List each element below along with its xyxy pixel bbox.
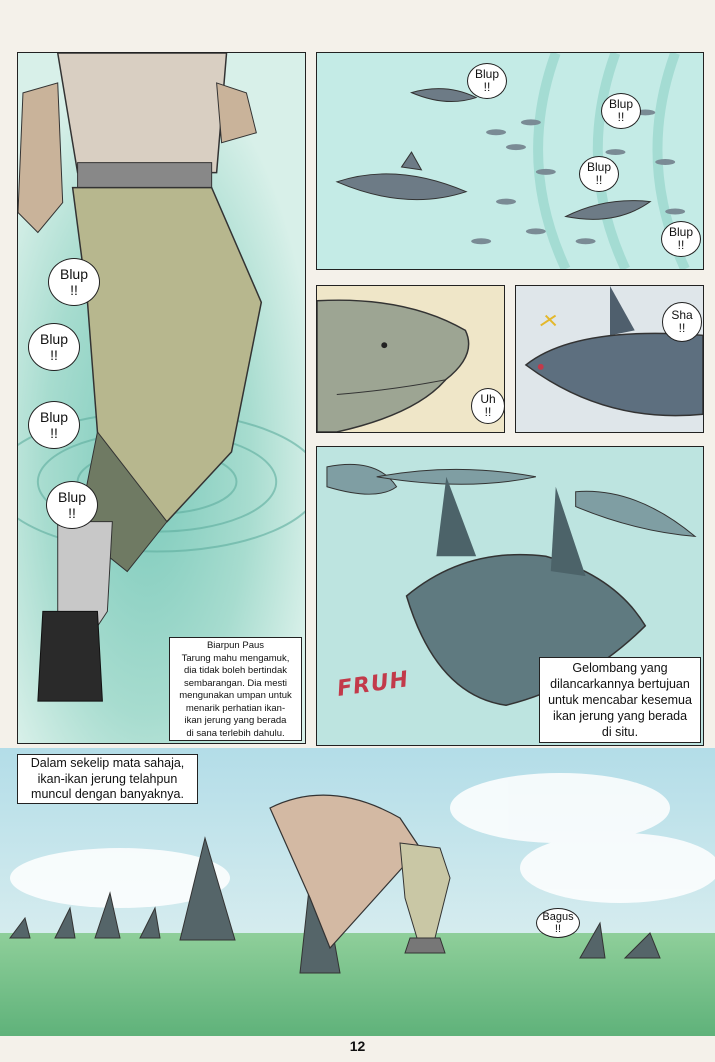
page-number: 12 [349,1038,366,1054]
bagus-bubble: Bagus !! [536,908,580,938]
narration-caption: Biarpun Paus Tarung mahu mengamuk, dia tidak boleh bertindak sembarangan. Dia mesti mengunakan umpan untuk menarik perhatian ikan- ikan jerung yang berada di sana terlebih dahulu. [169,637,302,741]
uh-bubble: Uh !! [471,388,505,424]
panel-shark-closeup [316,285,505,433]
blup-bubble: Blup !! [601,93,641,129]
blup-bubble: Blup !! [28,323,80,371]
sha-bubble: Sha !! [662,302,702,342]
blup-bubble: Blup !! [48,258,100,306]
blup-bubble: Blup !! [579,156,619,192]
panel-hero-legs [17,52,306,744]
panel-sharks-school [316,52,704,270]
blup-bubble: Blup !! [661,221,701,257]
panel-shark-grey [515,285,704,433]
sharks-school-art [317,53,703,269]
blup-bubble: Blup !! [467,63,507,99]
panel-hammerheads [316,446,704,746]
panel-fins-scene [0,748,715,1036]
fruh-sound-effect: FRUH [335,667,411,702]
narration-caption: Gelombang yang dilancarkannya bertujuan untuk mencabar kesemua ikan jerung yang berada di situ. [539,657,701,743]
narration-caption: Dalam sekelip mata sahaja, ikan-ikan jerung telahpun muncul dengan banyaknya. [17,754,198,804]
blup-bubble: Blup !! [46,481,98,529]
blup-bubble: Blup !! [28,401,80,449]
